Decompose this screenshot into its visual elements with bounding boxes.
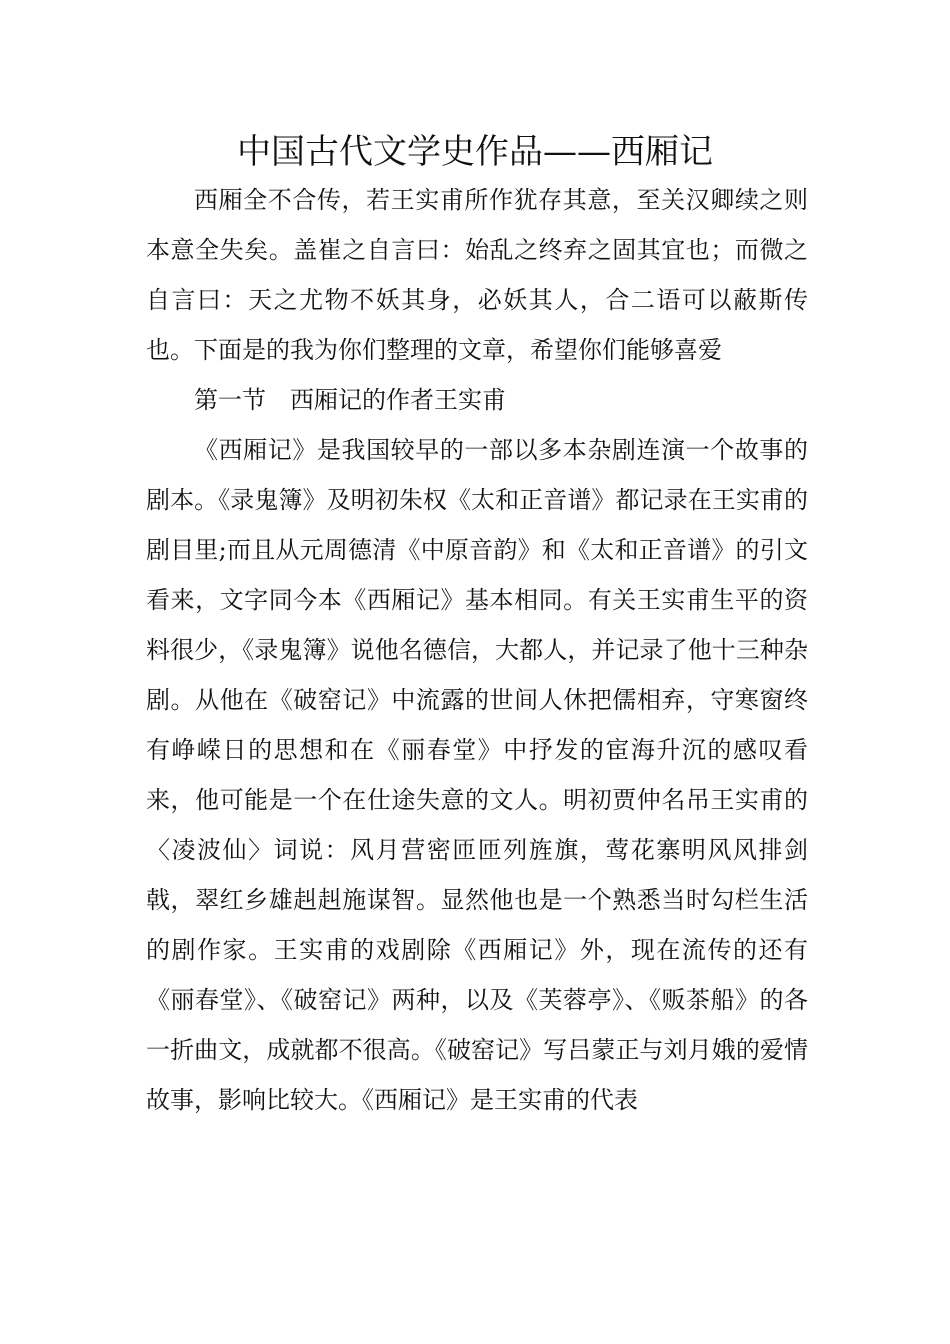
section-paragraph: 《西厢记》是我国较早的一部以多本杂剧连演一个故事的剧本。《录鬼簿》及明初朱权《太和正音谱》都记录在王实甫的剧目里;而且从元周德清《中原音韵》和《太和正音谱》的引文看来，文字同今本《西厢记》基本相同。有关王实甫生平的资料很少，《录鬼簿》说他名德信，大都人，并记录了他十三种杂剧。从他在《破窑记》中流露的世间人休把儒相弃，守寒窗终有峥嵘日的思想和在《丽春堂》中抒发的宦海升沉的感叹看来，他可能是一个在仕途失意的文人。明初贾仲名吊王实甫的〈凌波仙〉词说：风月营密匝匝列旌旗，莺花寨明风风排剑戟，翠红乡雄赳赳施谋智。显然他也是一个熟悉当时勾栏生活的剧作家。王实甫的戏剧除《西厢记》外，现在流传的还有《丽春堂》、《破窑记》两种，以及《芙蓉亭》、《贩茶船》的各一折曲文，成就都不很高。《破窑记》写吕蒙正与刘月娥的爱情故事，影响比较大。《西厢记》是王实甫的代表 bbox=[146, 436, 808, 1114]
document-title: 中国古代文学史作品——西厢记 bbox=[237, 132, 713, 172]
intro-paragraph: 西厢全不合传，若王实甫所作犹存其意，至关汉卿续之则本意全失矣。盖崔之自言曰：始乱之终弃之固其宜也；而微之自言曰：天之尤物不妖其身，必妖其人，合二语可以蔽斯传也。下面是的我为你们整理的文章，希望你们能够喜爱 bbox=[146, 186, 808, 364]
section-heading: 第一节 西厢记的作者王实甫 bbox=[194, 386, 506, 414]
document-body bbox=[146, 175, 808, 1125]
